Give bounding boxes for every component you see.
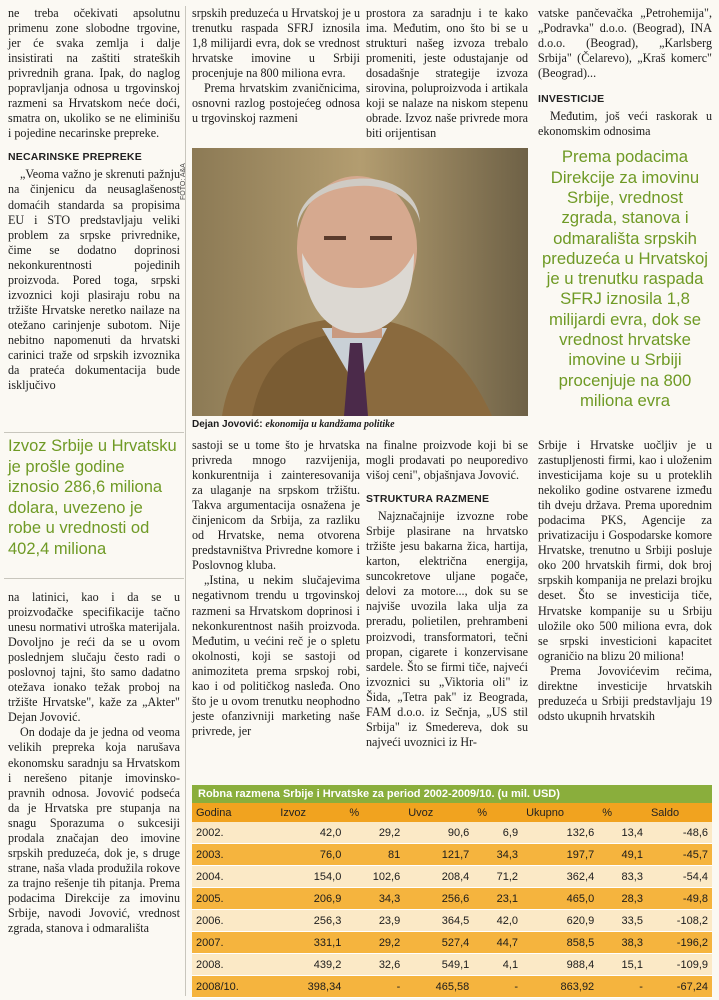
table-cell: - — [345, 976, 404, 998]
table-cell: 15,1 — [598, 954, 647, 976]
header-cell: % — [598, 803, 647, 822]
column-rule — [185, 6, 186, 996]
photo-caption — [192, 419, 528, 430]
table-row — [192, 976, 712, 998]
table-cell: 2007. — [192, 932, 276, 954]
table-cell: -54,4 — [647, 866, 712, 888]
header-cell: % — [345, 803, 404, 822]
table-cell: 2008. — [192, 954, 276, 976]
table-cell: 256,3 — [276, 910, 345, 932]
table-cell: -196,2 — [647, 932, 712, 954]
paragraph: na finalne proizvode koji bi se mogli prodavati po neuporedivo višoj ceni", objašnjava Jovović. — [366, 438, 528, 483]
table-cell: 102,6 — [345, 866, 404, 888]
paragraph: srpskih preduzeća u Hrvatskoj je u trenutku raspada SFRJ iznosila 1,8 milijardi evra, dok se vrednost hrvatske imovine u Srbiji procenjuje na 800 miliona evra. — [192, 6, 360, 81]
table-cell: 2008/10. — [192, 976, 276, 998]
table-cell: 398,34 — [276, 976, 345, 998]
paragraph: Srbije i Hrvatske uočljiv je u zastupljenosti firmi, kao i uloženim investicijama koje su u proteklih nekoliko godine ostvarene između tih dveju država. Prema uporednim podacima PKS, Agencije za privatizaciju i Gospodarske komore Hrvatske, trenutno u Srbiji posluje oko 200 hrvatskih firmi, dok broj srpskih kompanija ne prelazi brojku deset. Što se investicija tiče, Hrvatske kompanije su u Srbiju uložile oko 500 miliona evra, dok se srpski investicioni kapacitet ograničio na blizu 20 miliona! — [538, 438, 712, 663]
column-3-top — [366, 6, 528, 141]
trade-data-table — [192, 803, 712, 998]
table-cell: -67,24 — [647, 976, 712, 998]
table-cell: 71,2 — [473, 866, 522, 888]
pull-quote-1: Izvoz Srbije u Hrvatsku je prošle godine iznosio 286,6 miliona dolara, uvezeno je robe u vrednosti od 402,4 miliona — [8, 437, 177, 558]
table-cell: 439,2 — [276, 954, 345, 976]
paragraph: Međutim, još veći raskorak u ekonomskim odnosima — [538, 109, 712, 139]
table-row — [192, 844, 712, 866]
table-cell: 2002. — [192, 822, 276, 844]
table-header-row — [192, 803, 712, 822]
paragraph: „Istina, u nekim slučajevima negativnom trendu u trgovinskoj razmeni sa Hrvatskom doprinosi i nekonkurentnost naših proizvoda. Međutim, u većini reč je o spletu okolnosti, koji se sastoji od animoziteta prema srpskoj robi, kao i od političkog nasleđa. Ono što je u ovom trenutku neophodno jeste ofanzivniji marketing naše privrede, jer — [192, 573, 360, 738]
table-cell: 362,4 — [522, 866, 598, 888]
table-cell: - — [598, 976, 647, 998]
table-cell: 2006. — [192, 910, 276, 932]
table-cell: 331,1 — [276, 932, 345, 954]
paragraph: Prema hrvatskim zvaničnicima, osnovni razlog postojećeg odnosa u trgovinskoj razmeni — [192, 81, 360, 126]
section-heading-investicije: INVESTICIJE — [538, 93, 605, 106]
column-4 — [538, 6, 712, 411]
column-2-top — [192, 6, 360, 126]
table-cell: -49,8 — [647, 888, 712, 910]
table-body — [192, 822, 712, 998]
table-cell: 38,3 — [598, 932, 647, 954]
table-cell: 23,1 — [473, 888, 522, 910]
table-cell: 44,7 — [473, 932, 522, 954]
photo-credit: FOTO: A&A — [180, 163, 187, 200]
table-cell: 863,92 — [522, 976, 598, 998]
col1-top-text — [8, 6, 180, 141]
table-cell: 620,9 — [522, 910, 598, 932]
trade-table — [192, 785, 712, 998]
table-cell: 29,2 — [345, 932, 404, 954]
portrait-photo — [192, 148, 528, 416]
table-cell: 121,7 — [404, 844, 473, 866]
header-cell: Godina — [192, 803, 276, 822]
table-cell: -108,2 — [647, 910, 712, 932]
table-cell: 28,3 — [598, 888, 647, 910]
table-row — [192, 910, 712, 932]
table-cell: 83,3 — [598, 866, 647, 888]
table-cell: 49,1 — [598, 844, 647, 866]
paragraph: „Veoma važno je skrenuti pažnju na činjenicu da neusaglašenost domaćih standarda sa propisima EU i STO predstavljaju veliki problem za srpske privrednike, čime se dodatno doprinosi nekonkurentnosti pojedinih proizvoda. Pored toga, srpski izvoznici koji plasiraju robu na tržište Hrvatske neretko nailaze na otežano carinjenje subotom. Nije nebitno napomenuti da hrvatski carinici traže od srpskih izvoznika da prateća dokumentacija bude isključivo — [8, 167, 180, 393]
table-cell: 76,0 — [276, 844, 345, 866]
table-cell: 465,0 — [522, 888, 598, 910]
table-cell: 29,2 — [345, 822, 404, 844]
table-cell: 858,5 — [522, 932, 598, 954]
table-cell: 465,58 — [404, 976, 473, 998]
section-heading-necarinske: NECARINSKE PREPREKE — [8, 151, 142, 164]
table-cell: 42,0 — [276, 822, 345, 844]
column-2-mid — [192, 438, 360, 739]
table-cell: 4,1 — [473, 954, 522, 976]
table-cell: 90,6 — [404, 822, 473, 844]
table-cell: 549,1 — [404, 954, 473, 976]
col1-body — [8, 167, 180, 393]
table-cell: 2005. — [192, 888, 276, 910]
table-cell: 2003. — [192, 844, 276, 866]
paragraph: vatske pančevačka „Petrohemija", „Podravka" d.o.o. (Beograd), INA d.o.o. (Beograd), „Karlsberg Srbija" (Čelarevo), „Kraš komerc" (Beograd)... — [538, 6, 712, 81]
table-cell: 527,4 — [404, 932, 473, 954]
column-4-mid — [538, 438, 712, 724]
table-cell: -109,9 — [647, 954, 712, 976]
header-cell: Izvoz — [276, 803, 345, 822]
table-row — [192, 932, 712, 954]
table-cell: 33,5 — [598, 910, 647, 932]
table-cell: 132,6 — [522, 822, 598, 844]
table-cell: 256,6 — [404, 888, 473, 910]
header-cell: Uvoz — [404, 803, 473, 822]
table-cell: -48,6 — [647, 822, 712, 844]
column-1-bottom — [8, 590, 180, 936]
divider — [4, 432, 184, 433]
table-cell: 154,0 — [276, 866, 345, 888]
caption-name: Dejan Jovović: — [192, 419, 263, 430]
table-cell: 6,9 — [473, 822, 522, 844]
table-cell: 34,3 — [473, 844, 522, 866]
paragraph: sastoji se u tome što je hrvatska privreda mnogo razvijenija, konkurentnija i zainteresovanija za ulaganje na srpskom tržištu. Takva argumentacija osnažena je činjenicom da Srbija, za razliku od Hrvatske, nema otvorena predstavništva Privredne komore i Poslovnog kluba. — [192, 438, 360, 573]
paragraph: prostora za saradnju i te kako ima. Međutim, ono što bi se u strukturi našeg izvoza trebalo promeniti, jeste odustajanje od dosadašnje strategije izvoza sirovina, poluproizvoda i artikala koji se nalaze na niskom stepenu obrade. Izvoz naše privrede mora biti orijentisan — [366, 6, 528, 141]
table-title: Robna razmena Srbije i Hrvatske za period 2002-2009/10. (u mil. USD) — [192, 785, 712, 803]
paragraph: Najznačajnije izvozne robe Srbije plasirane na hrvatsko tržište jesu bakarna žica, hartija, karton, električna energija, suncokretove uljane pogače, delovi za motore..., dok su se najviše uvozila laka ulja za preradu, polietilen, prehrambeni proizvodi, transformatori, tečni propan, cigarete i konzervisane sardele. Što se firmi tiče, najveći izvoznici su „Viktoria oli" iz Šida, „Tetra pak" iz Beograda, FAM d.o.o. iz Sečnja, „US stil Srbija" iz Smedereva, dok su najveći uvoznici iz Hr- — [366, 509, 528, 749]
table-cell: 81 — [345, 844, 404, 866]
table-cell: 988,4 — [522, 954, 598, 976]
table-cell: 206,9 — [276, 888, 345, 910]
table-cell: 2004. — [192, 866, 276, 888]
portrait-illustration — [192, 148, 528, 416]
table-row — [192, 954, 712, 976]
header-cell: Saldo — [647, 803, 712, 822]
table-row — [192, 866, 712, 888]
table-cell: 364,5 — [404, 910, 473, 932]
table-cell: 42,0 — [473, 910, 522, 932]
caption-text: ekonomija u kandžama politike — [265, 419, 395, 430]
divider — [4, 578, 184, 579]
table-cell: 32,6 — [345, 954, 404, 976]
paragraph: na latinici, kao i da se u proizvođačke specifikacije tačno unesu normativi utroška materijala. Dovoljno je reći da se u ovom poslednjem slučaju često radi o poslovnoj tajni, što samo dadatno otežava ionako težak proboj na tržište Hrvatske", kaže za „Akter" Dejan Jovović. — [8, 590, 180, 725]
table-cell: 23,9 — [345, 910, 404, 932]
table-cell: 13,4 — [598, 822, 647, 844]
table-row — [192, 822, 712, 844]
table-row — [192, 888, 712, 910]
column-3-mid — [366, 438, 528, 750]
table-cell: 34,3 — [345, 888, 404, 910]
paragraph: Prema Jovovićevim rečima, direktne investicije hrvatskih preduzeća u Srbiji predstavljaju 19 odsto ukupnih hrvatskih — [538, 663, 712, 723]
pull-quote-2: Prema podacima Direkcije za imovinu Srbije, vrednost zgrada, stanova i odmarališta srpskih preduzeća u Hrvatskoj je u trenutku raspada SFRJ iznosila 1,8 milijardi evra, dok se vrednost hrvatske imovine u Srbiji procenjuje na 800 miliona evra — [541, 147, 709, 410]
header-cell: % — [473, 803, 522, 822]
section-heading-struktura: STRUKTURA RAZMENE — [366, 493, 490, 506]
table-cell: 197,7 — [522, 844, 598, 866]
table-cell: 208,4 — [404, 866, 473, 888]
paragraph: ne treba očekivati apsolutnu primenu zone slobodne trgovine, jer će svaka zemlja i dalje insistirati na zaštiti strateških privrednih grana. Ipak, do naglog popravljanja odnosa u trgovinskoj razmeni sa Hrvatskom neće doći, smatra on, ukoliko se ne eliminišu i pojedine necarinske prepreke. — [8, 6, 180, 141]
pull-quote-box-1 — [8, 436, 180, 559]
table-cell: -45,7 — [647, 844, 712, 866]
table-cell: - — [473, 976, 522, 998]
header-cell: Ukupno — [522, 803, 598, 822]
paragraph: On dodaje da je jedna od veoma velikih prepreka koja narušava ekonomsku saradnju sa Hrvatskom i nerešeno pitanje imovinsko-pravnih odnosa. Jovović podseća da je Hrvatska pre stupanja na snagu Sporazuma o sukcesiji prodala značajan deo imovine srpskih preduzeća, dok je, s druge strane, naša vlada produžila rokove za trajno rešenje tih pitanja. Prema podacima Direkcije za imovinu Srbije, navodi Jovović, vrednost zgrada, stanova i odmarališta — [8, 725, 180, 936]
column-1 — [8, 6, 180, 393]
